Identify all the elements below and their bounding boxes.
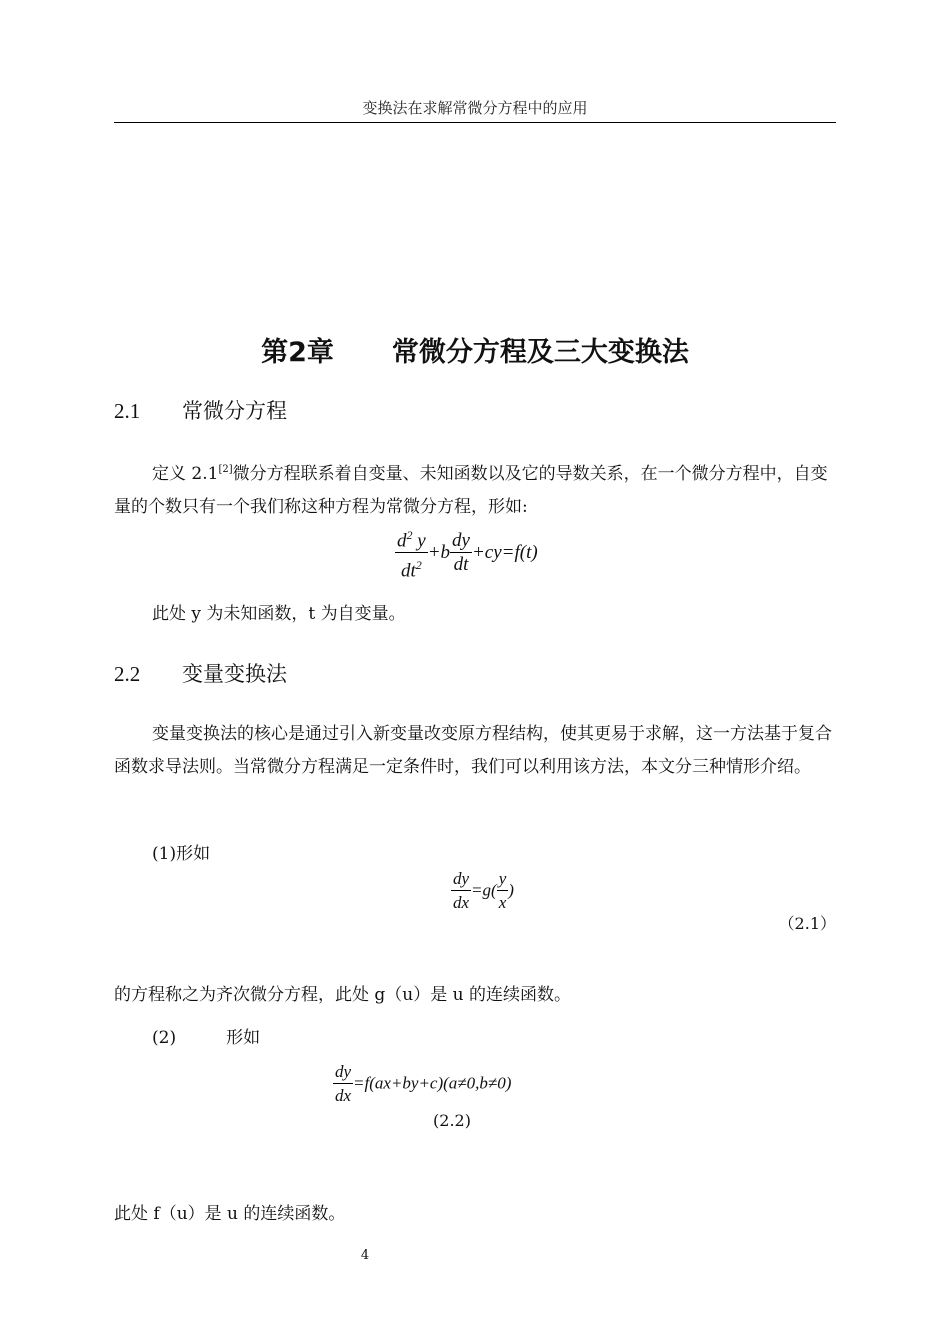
- eq-dt-den: dt: [453, 554, 469, 576]
- eq-exp2: 2: [415, 558, 422, 573]
- eq-rhs: =f(ax+by+c)(a≠0,b≠0): [353, 1073, 512, 1093]
- intro-paragraph: 变量变换法的核心是通过引入新变量改变原方程结构，使其更易于求解，这一方法基于复合函数求导法则。当常微分方程满足一定条件时，我们可以利用该方法，本文分三种情形介绍。: [114, 724, 832, 777]
- equation-ode: [395, 524, 538, 584]
- fraction-dy-dx: [451, 868, 471, 915]
- section-heading-2-1: [114, 395, 287, 425]
- chapter-title: 常微分方程及三大变换法: [391, 337, 689, 368]
- fraction-dy-dx: [333, 1061, 353, 1108]
- definition-text: 微分方程联系着自变量、未知函数以及它的导数关系，在一个微分方程中，自变量的个数只有一个我们称这种方程为常微分方程，形如:: [114, 464, 828, 517]
- equation-number-2-2: (2.2): [433, 1111, 471, 1130]
- note-paragraph: 此处 y 为未知函数，t 为自变量。: [152, 604, 406, 624]
- eq-dx: dx: [335, 1086, 352, 1105]
- case2-label: [152, 1022, 452, 1055]
- fraction-dy-dt: [450, 530, 472, 577]
- chapter-heading: [0, 330, 950, 369]
- eq-x: x: [498, 893, 507, 912]
- eq-g: =g(: [471, 880, 497, 900]
- eq-y: y: [417, 530, 426, 552]
- case2-text: 形如: [226, 1028, 261, 1048]
- eq-dy: dy: [451, 868, 471, 891]
- eq-d: d: [397, 530, 407, 552]
- eq-rhs: +cy=f(t): [471, 542, 538, 564]
- fraction-d2y-dt2: [395, 524, 428, 584]
- running-header: 变换法在求解常微分方程中的应用: [362, 99, 588, 117]
- eq-plus-b: +b: [427, 542, 451, 564]
- eq-dx: dx: [453, 893, 470, 912]
- case2-after: 此处 f（u）是 u 的连续函数。: [114, 1204, 346, 1224]
- section-title: 常微分方程: [182, 399, 287, 423]
- section-number: 2.1: [114, 399, 141, 423]
- section-number: 2.2: [114, 662, 141, 686]
- header-rule: [114, 122, 836, 123]
- eq-dy: dy: [333, 1061, 353, 1084]
- section-heading-2-2: [114, 658, 287, 688]
- equation-2-2: [333, 1061, 511, 1108]
- eq-y: y: [497, 868, 509, 891]
- eq-dy: dy: [452, 530, 470, 552]
- definition-paragraph: [114, 453, 836, 524]
- equation-number-2-1: （2.1）: [778, 914, 836, 933]
- case1-label: (1)形如: [152, 844, 211, 864]
- eq-close: ): [508, 880, 514, 900]
- section-title: 变量变换法: [182, 662, 287, 686]
- fraction-y-x: [497, 868, 509, 915]
- chapter-number: 第2章: [261, 337, 334, 368]
- case2-number: (2): [152, 1028, 177, 1048]
- definition-prefix: 定义 2.1: [152, 464, 219, 484]
- equation-2-1: [451, 868, 514, 915]
- page-number: 4: [360, 1248, 370, 1263]
- eq-dt: dt: [400, 560, 416, 582]
- eq-exp: 2: [406, 528, 413, 542]
- citation-ref: [2]: [218, 464, 233, 475]
- case1-after: 的方程称之为齐次微分方程，此处 g（u）是 u 的连续函数。: [114, 985, 571, 1005]
